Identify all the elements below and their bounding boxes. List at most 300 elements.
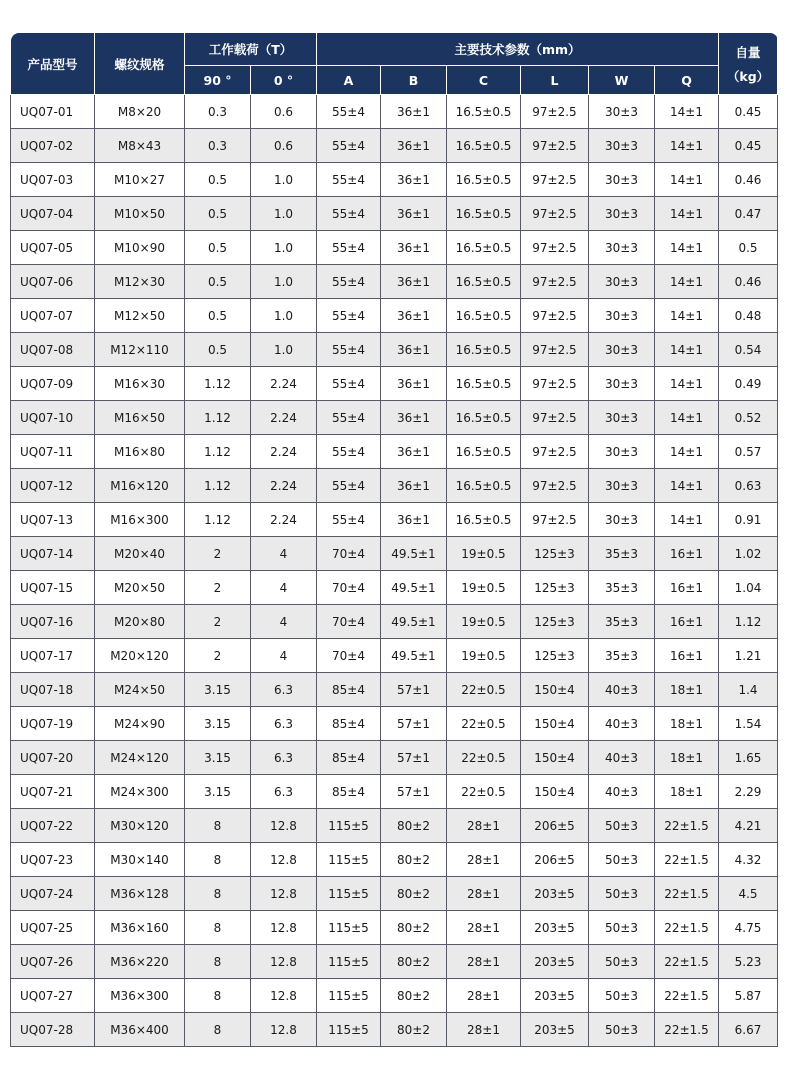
table-row	[11, 945, 778, 979]
cell-param-a: 70±4	[317, 639, 381, 673]
cell-load-90: 8	[185, 809, 251, 843]
cell-param-l: 97±2.5	[521, 265, 589, 299]
cell-param-c: 19±0.5	[447, 605, 521, 639]
cell-thread: M12×110	[95, 333, 185, 367]
cell-param-l: 97±2.5	[521, 333, 589, 367]
cell-param-l: 203±5	[521, 979, 589, 1013]
cell-load-90: 2	[185, 639, 251, 673]
cell-param-b: 36±1	[381, 163, 447, 197]
cell-thread: M20×50	[95, 571, 185, 605]
cell-param-b: 36±1	[381, 435, 447, 469]
cell-param-q: 18±1	[655, 707, 719, 741]
cell-thread: M10×90	[95, 231, 185, 265]
cell-model: UQ07-02	[11, 129, 95, 163]
cell-weight: 0.48	[719, 299, 778, 333]
cell-thread: M16×30	[95, 367, 185, 401]
cell-load-0: 12.8	[251, 877, 317, 911]
cell-param-q: 22±1.5	[655, 843, 719, 877]
header-load: 工作载荷（T）	[185, 33, 317, 66]
cell-weight: 1.12	[719, 605, 778, 639]
cell-param-w: 35±3	[589, 639, 655, 673]
cell-param-c: 28±1	[447, 877, 521, 911]
cell-model: UQ07-26	[11, 945, 95, 979]
cell-model: UQ07-16	[11, 605, 95, 639]
cell-thread: M10×50	[95, 197, 185, 231]
cell-param-b: 36±1	[381, 231, 447, 265]
cell-param-q: 14±1	[655, 503, 719, 537]
cell-param-q: 14±1	[655, 95, 719, 129]
cell-param-q: 16±1	[655, 639, 719, 673]
cell-param-c: 28±1	[447, 843, 521, 877]
cell-model: UQ07-19	[11, 707, 95, 741]
table-header	[11, 33, 778, 95]
cell-load-90: 0.5	[185, 299, 251, 333]
cell-thread: M16×120	[95, 469, 185, 503]
cell-weight: 0.52	[719, 401, 778, 435]
cell-load-90: 0.5	[185, 265, 251, 299]
cell-thread: M36×128	[95, 877, 185, 911]
cell-param-l: 203±5	[521, 877, 589, 911]
cell-param-l: 97±2.5	[521, 163, 589, 197]
cell-thread: M12×50	[95, 299, 185, 333]
cell-model: UQ07-13	[11, 503, 95, 537]
cell-param-l: 150±4	[521, 741, 589, 775]
cell-param-b: 80±2	[381, 911, 447, 945]
cell-param-c: 16.5±0.5	[447, 435, 521, 469]
table-row	[11, 1013, 778, 1047]
cell-param-a: 55±4	[317, 299, 381, 333]
spec-table	[10, 32, 778, 1047]
cell-param-l: 97±2.5	[521, 197, 589, 231]
cell-thread: M20×40	[95, 537, 185, 571]
cell-param-c: 19±0.5	[447, 571, 521, 605]
cell-param-b: 80±2	[381, 877, 447, 911]
cell-param-a: 115±5	[317, 945, 381, 979]
cell-load-0: 2.24	[251, 401, 317, 435]
cell-param-w: 30±3	[589, 129, 655, 163]
cell-model: UQ07-23	[11, 843, 95, 877]
cell-param-b: 80±2	[381, 979, 447, 1013]
cell-load-0: 1.0	[251, 231, 317, 265]
cell-thread: M8×43	[95, 129, 185, 163]
cell-param-b: 49.5±1	[381, 639, 447, 673]
cell-thread: M36×400	[95, 1013, 185, 1047]
cell-param-b: 36±1	[381, 299, 447, 333]
cell-weight: 0.45	[719, 129, 778, 163]
cell-param-w: 40±3	[589, 707, 655, 741]
cell-thread: M30×140	[95, 843, 185, 877]
cell-weight: 0.46	[719, 163, 778, 197]
cell-param-w: 50±3	[589, 877, 655, 911]
cell-param-a: 55±4	[317, 367, 381, 401]
cell-param-w: 30±3	[589, 367, 655, 401]
cell-weight: 5.87	[719, 979, 778, 1013]
header-weight	[719, 33, 778, 95]
header-thread: 螺纹规格	[95, 33, 185, 95]
cell-model: UQ07-04	[11, 197, 95, 231]
cell-param-b: 49.5±1	[381, 571, 447, 605]
table-row	[11, 673, 778, 707]
cell-load-0: 2.24	[251, 435, 317, 469]
cell-param-c: 16.5±0.5	[447, 503, 521, 537]
cell-param-l: 203±5	[521, 911, 589, 945]
cell-param-b: 36±1	[381, 265, 447, 299]
cell-param-l: 125±3	[521, 639, 589, 673]
cell-param-q: 14±1	[655, 163, 719, 197]
cell-load-0: 12.8	[251, 979, 317, 1013]
cell-param-q: 14±1	[655, 197, 719, 231]
cell-load-90: 3.15	[185, 741, 251, 775]
cell-param-c: 22±0.5	[447, 741, 521, 775]
cell-param-w: 50±3	[589, 911, 655, 945]
cell-model: UQ07-10	[11, 401, 95, 435]
cell-param-w: 30±3	[589, 401, 655, 435]
cell-model: UQ07-12	[11, 469, 95, 503]
cell-model: UQ07-15	[11, 571, 95, 605]
cell-param-q: 22±1.5	[655, 1013, 719, 1047]
cell-param-b: 36±1	[381, 129, 447, 163]
cell-param-q: 22±1.5	[655, 911, 719, 945]
header-param-b: B	[381, 66, 447, 95]
cell-weight: 1.54	[719, 707, 778, 741]
header-weight-line1: 自量	[735, 44, 761, 60]
cell-load-90: 8	[185, 877, 251, 911]
cell-param-c: 16.5±0.5	[447, 333, 521, 367]
cell-model: UQ07-20	[11, 741, 95, 775]
cell-param-b: 49.5±1	[381, 537, 447, 571]
cell-param-a: 55±4	[317, 231, 381, 265]
cell-param-w: 50±3	[589, 809, 655, 843]
cell-thread: M8×20	[95, 95, 185, 129]
cell-load-90: 1.12	[185, 367, 251, 401]
cell-load-0: 4	[251, 571, 317, 605]
cell-weight: 1.21	[719, 639, 778, 673]
cell-param-w: 30±3	[589, 333, 655, 367]
cell-model: UQ07-21	[11, 775, 95, 809]
cell-load-90: 8	[185, 979, 251, 1013]
table-row	[11, 129, 778, 163]
cell-load-0: 12.8	[251, 945, 317, 979]
cell-param-b: 36±1	[381, 503, 447, 537]
cell-param-b: 80±2	[381, 809, 447, 843]
cell-param-c: 28±1	[447, 945, 521, 979]
cell-weight: 0.49	[719, 367, 778, 401]
cell-param-l: 97±2.5	[521, 367, 589, 401]
cell-load-90: 8	[185, 911, 251, 945]
cell-thread: M30×120	[95, 809, 185, 843]
cell-model: UQ07-17	[11, 639, 95, 673]
cell-load-0: 1.0	[251, 163, 317, 197]
cell-param-a: 70±4	[317, 605, 381, 639]
cell-load-90: 1.12	[185, 401, 251, 435]
cell-param-q: 14±1	[655, 129, 719, 163]
cell-param-q: 14±1	[655, 265, 719, 299]
cell-load-0: 6.3	[251, 741, 317, 775]
table-row	[11, 163, 778, 197]
cell-param-a: 115±5	[317, 911, 381, 945]
table-row	[11, 401, 778, 435]
cell-param-a: 115±5	[317, 809, 381, 843]
table-row	[11, 911, 778, 945]
cell-thread: M12×30	[95, 265, 185, 299]
cell-weight: 5.23	[719, 945, 778, 979]
table-row	[11, 333, 778, 367]
table-row	[11, 435, 778, 469]
header-model: 产品型号	[11, 33, 95, 95]
cell-load-0: 6.3	[251, 673, 317, 707]
cell-param-l: 125±3	[521, 605, 589, 639]
cell-param-a: 85±4	[317, 741, 381, 775]
header-weight-line2: （kg）	[726, 68, 770, 84]
cell-param-w: 50±3	[589, 945, 655, 979]
table-row	[11, 877, 778, 911]
header-param-c: C	[447, 66, 521, 95]
cell-param-c: 28±1	[447, 1013, 521, 1047]
cell-weight: 0.46	[719, 265, 778, 299]
cell-load-0: 0.6	[251, 95, 317, 129]
cell-load-0: 12.8	[251, 1013, 317, 1047]
cell-param-b: 36±1	[381, 333, 447, 367]
cell-load-0: 1.0	[251, 299, 317, 333]
cell-param-a: 55±4	[317, 129, 381, 163]
cell-param-q: 18±1	[655, 741, 719, 775]
cell-param-c: 22±0.5	[447, 707, 521, 741]
cell-param-q: 22±1.5	[655, 877, 719, 911]
cell-load-90: 3.15	[185, 673, 251, 707]
header-param-w: W	[589, 66, 655, 95]
cell-param-l: 97±2.5	[521, 231, 589, 265]
cell-thread: M20×80	[95, 605, 185, 639]
cell-model: UQ07-28	[11, 1013, 95, 1047]
table-row	[11, 299, 778, 333]
cell-param-a: 115±5	[317, 979, 381, 1013]
cell-param-c: 22±0.5	[447, 673, 521, 707]
cell-load-90: 0.5	[185, 197, 251, 231]
table-row	[11, 503, 778, 537]
cell-thread: M24×300	[95, 775, 185, 809]
cell-param-q: 18±1	[655, 775, 719, 809]
cell-model: UQ07-03	[11, 163, 95, 197]
cell-weight: 1.4	[719, 673, 778, 707]
cell-weight: 4.5	[719, 877, 778, 911]
cell-param-q: 14±1	[655, 401, 719, 435]
cell-param-q: 22±1.5	[655, 979, 719, 1013]
cell-param-l: 97±2.5	[521, 469, 589, 503]
cell-param-c: 19±0.5	[447, 537, 521, 571]
cell-load-90: 2	[185, 605, 251, 639]
cell-model: UQ07-11	[11, 435, 95, 469]
cell-weight: 0.5	[719, 231, 778, 265]
cell-thread: M36×220	[95, 945, 185, 979]
cell-param-c: 16.5±0.5	[447, 265, 521, 299]
cell-param-l: 97±2.5	[521, 129, 589, 163]
cell-param-q: 16±1	[655, 605, 719, 639]
cell-load-0: 0.6	[251, 129, 317, 163]
cell-param-c: 16.5±0.5	[447, 95, 521, 129]
cell-param-q: 14±1	[655, 231, 719, 265]
cell-param-q: 14±1	[655, 333, 719, 367]
cell-model: UQ07-14	[11, 537, 95, 571]
cell-param-c: 22±0.5	[447, 775, 521, 809]
cell-param-a: 55±4	[317, 333, 381, 367]
cell-param-w: 35±3	[589, 537, 655, 571]
cell-param-w: 50±3	[589, 843, 655, 877]
table-row	[11, 367, 778, 401]
cell-model: UQ07-18	[11, 673, 95, 707]
cell-param-c: 16.5±0.5	[447, 231, 521, 265]
cell-weight: 4.75	[719, 911, 778, 945]
cell-load-90: 2	[185, 537, 251, 571]
cell-param-l: 97±2.5	[521, 95, 589, 129]
cell-param-l: 206±5	[521, 843, 589, 877]
cell-param-a: 55±4	[317, 163, 381, 197]
cell-thread: M20×120	[95, 639, 185, 673]
cell-param-b: 57±1	[381, 741, 447, 775]
cell-model: UQ07-25	[11, 911, 95, 945]
cell-param-c: 16.5±0.5	[447, 197, 521, 231]
cell-param-l: 150±4	[521, 775, 589, 809]
cell-param-q: 16±1	[655, 537, 719, 571]
table-row	[11, 197, 778, 231]
cell-param-q: 22±1.5	[655, 945, 719, 979]
cell-param-b: 36±1	[381, 469, 447, 503]
cell-param-a: 70±4	[317, 571, 381, 605]
table-row	[11, 775, 778, 809]
cell-thread: M10×27	[95, 163, 185, 197]
cell-param-l: 203±5	[521, 945, 589, 979]
cell-param-l: 125±3	[521, 571, 589, 605]
cell-load-90: 8	[185, 843, 251, 877]
cell-weight: 4.21	[719, 809, 778, 843]
cell-param-a: 70±4	[317, 537, 381, 571]
cell-model: UQ07-08	[11, 333, 95, 367]
cell-weight: 4.32	[719, 843, 778, 877]
cell-param-l: 97±2.5	[521, 401, 589, 435]
cell-param-b: 57±1	[381, 775, 447, 809]
cell-weight: 6.67	[719, 1013, 778, 1047]
cell-load-0: 4	[251, 537, 317, 571]
cell-param-c: 19±0.5	[447, 639, 521, 673]
cell-weight: 0.47	[719, 197, 778, 231]
table-row	[11, 571, 778, 605]
header-param-a: A	[317, 66, 381, 95]
cell-param-q: 14±1	[655, 367, 719, 401]
cell-param-l: 206±5	[521, 809, 589, 843]
cell-load-0: 1.0	[251, 265, 317, 299]
table-row	[11, 843, 778, 877]
cell-load-0: 4	[251, 639, 317, 673]
cell-param-a: 85±4	[317, 775, 381, 809]
cell-param-l: 125±3	[521, 537, 589, 571]
cell-param-a: 55±4	[317, 435, 381, 469]
header-load-0: 0 °	[251, 66, 317, 95]
cell-param-b: 49.5±1	[381, 605, 447, 639]
cell-param-b: 36±1	[381, 367, 447, 401]
cell-weight: 1.04	[719, 571, 778, 605]
cell-load-90: 1.12	[185, 435, 251, 469]
cell-param-a: 55±4	[317, 265, 381, 299]
cell-load-0: 6.3	[251, 775, 317, 809]
cell-model: UQ07-06	[11, 265, 95, 299]
cell-param-w: 40±3	[589, 741, 655, 775]
cell-load-0: 1.0	[251, 197, 317, 231]
table-row	[11, 605, 778, 639]
cell-param-c: 16.5±0.5	[447, 299, 521, 333]
cell-param-a: 55±4	[317, 95, 381, 129]
cell-load-0: 2.24	[251, 469, 317, 503]
cell-param-c: 28±1	[447, 979, 521, 1013]
cell-param-q: 18±1	[655, 673, 719, 707]
cell-weight: 0.45	[719, 95, 778, 129]
cell-param-a: 115±5	[317, 877, 381, 911]
cell-param-w: 30±3	[589, 435, 655, 469]
cell-load-90: 8	[185, 945, 251, 979]
table-body	[11, 95, 778, 1047]
cell-param-w: 30±3	[589, 469, 655, 503]
cell-load-0: 2.24	[251, 503, 317, 537]
cell-load-90: 2	[185, 571, 251, 605]
cell-param-a: 55±4	[317, 401, 381, 435]
cell-param-w: 30±3	[589, 197, 655, 231]
cell-param-c: 16.5±0.5	[447, 163, 521, 197]
cell-load-90: 8	[185, 1013, 251, 1047]
cell-weight: 1.02	[719, 537, 778, 571]
cell-weight: 0.63	[719, 469, 778, 503]
table-row	[11, 537, 778, 571]
header-load-90: 90 °	[185, 66, 251, 95]
cell-param-c: 16.5±0.5	[447, 469, 521, 503]
cell-load-90: 1.12	[185, 469, 251, 503]
cell-param-a: 115±5	[317, 1013, 381, 1047]
cell-param-w: 50±3	[589, 1013, 655, 1047]
cell-param-w: 40±3	[589, 775, 655, 809]
cell-param-l: 97±2.5	[521, 299, 589, 333]
table-row	[11, 809, 778, 843]
cell-param-w: 30±3	[589, 163, 655, 197]
cell-param-a: 55±4	[317, 503, 381, 537]
cell-thread: M16×80	[95, 435, 185, 469]
cell-param-l: 203±5	[521, 1013, 589, 1047]
cell-param-b: 36±1	[381, 197, 447, 231]
header-param-q: Q	[655, 66, 719, 95]
cell-param-q: 14±1	[655, 435, 719, 469]
cell-param-w: 30±3	[589, 265, 655, 299]
cell-param-b: 80±2	[381, 1013, 447, 1047]
cell-param-c: 28±1	[447, 809, 521, 843]
cell-param-c: 16.5±0.5	[447, 401, 521, 435]
cell-load-0: 12.8	[251, 809, 317, 843]
cell-param-b: 57±1	[381, 673, 447, 707]
cell-param-b: 36±1	[381, 95, 447, 129]
table-row	[11, 265, 778, 299]
cell-param-q: 22±1.5	[655, 809, 719, 843]
cell-model: UQ07-07	[11, 299, 95, 333]
cell-param-w: 35±3	[589, 605, 655, 639]
cell-thread: M24×120	[95, 741, 185, 775]
cell-param-w: 30±3	[589, 503, 655, 537]
cell-param-c: 16.5±0.5	[447, 367, 521, 401]
cell-weight: 1.65	[719, 741, 778, 775]
cell-param-a: 85±4	[317, 673, 381, 707]
cell-load-0: 1.0	[251, 333, 317, 367]
table-row	[11, 95, 778, 129]
cell-model: UQ07-05	[11, 231, 95, 265]
cell-param-b: 36±1	[381, 401, 447, 435]
cell-load-90: 3.15	[185, 775, 251, 809]
cell-model: UQ07-27	[11, 979, 95, 1013]
cell-model: UQ07-22	[11, 809, 95, 843]
cell-param-a: 85±4	[317, 707, 381, 741]
